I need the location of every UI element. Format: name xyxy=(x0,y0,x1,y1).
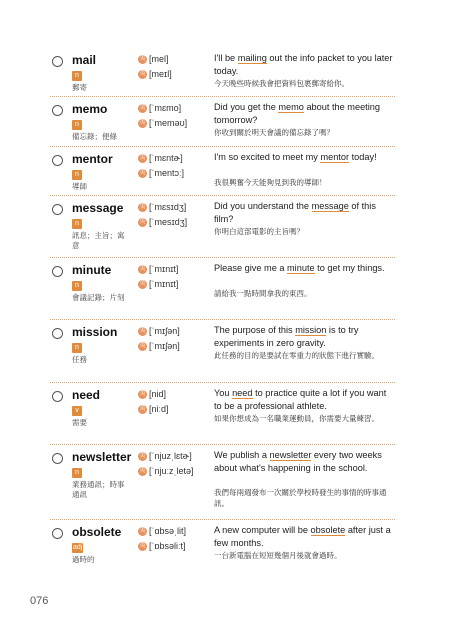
entry-newsletter xyxy=(50,445,395,520)
highlighted-word: mentor xyxy=(320,152,350,162)
us-flag-icon: 美 xyxy=(139,528,146,535)
us-flag-icon: 美 xyxy=(139,155,146,162)
uk-flag-icon: 英 xyxy=(139,543,146,550)
pronunciation-us xyxy=(138,103,181,114)
pronunciation-uk xyxy=(138,118,187,129)
sentence-text: We publish a xyxy=(214,450,270,460)
meaning: 會議記錄；片刻 xyxy=(72,293,125,302)
example-sentence xyxy=(214,151,396,164)
pronunciation-text: [ˈmɪʃən] xyxy=(149,326,180,336)
headword: mail xyxy=(72,53,97,67)
uk-flag-icon: 英 xyxy=(139,343,146,350)
entry-message xyxy=(50,196,395,258)
checkbox-circle[interactable] xyxy=(52,528,63,539)
pronunciation-text: [ˈɑbsəˌlit] xyxy=(149,526,187,536)
highlighted-word: newsletter xyxy=(269,450,312,460)
sentence-text: about the meeting tomorrow? xyxy=(214,102,380,125)
highlighted-word: message xyxy=(311,201,349,211)
pronunciation-uk xyxy=(138,279,178,290)
pronunciation-us xyxy=(138,326,180,337)
highlighted-word: mission xyxy=(295,325,327,335)
pronunciation-uk xyxy=(138,69,172,80)
pronunciation-text: [meɪl] xyxy=(149,69,172,79)
entry-obsolete xyxy=(50,520,395,578)
translation: 你明白這部電影的主旨嗎？ xyxy=(214,227,304,236)
pronunciation-us xyxy=(138,54,169,65)
checkbox-circle[interactable] xyxy=(52,391,63,402)
us-flag-icon: 美 xyxy=(139,328,146,335)
pronunciation-text: [ˈmɪnɪt] xyxy=(149,264,179,274)
example-sentence xyxy=(214,200,396,225)
pronunciation-text: [mel] xyxy=(149,54,169,64)
vocabulary-list xyxy=(50,48,395,578)
sentence-text: to practice quite a lot if you want to be a professional athlete. xyxy=(214,388,387,411)
entry-mission xyxy=(50,320,395,383)
translation: 你收到關於明天會議的備忘錄了嗎？ xyxy=(214,128,334,137)
us-flag-icon: 美 xyxy=(139,391,146,398)
part-of-speech-badge: n xyxy=(72,170,82,180)
sentence-text: Please give me a xyxy=(214,263,288,273)
checkbox-circle[interactable] xyxy=(52,328,63,339)
headword: need xyxy=(72,388,101,402)
checkbox-circle[interactable] xyxy=(52,266,63,277)
highlighted-word: memo xyxy=(278,102,304,112)
sentence-text: A new computer will be xyxy=(214,525,311,535)
meaning: 備忘錄；便條 xyxy=(72,132,117,141)
headword: mission xyxy=(72,325,118,339)
pronunciation-us xyxy=(138,264,178,275)
pronunciation-us xyxy=(138,202,186,213)
sentence-text: after just a few months. xyxy=(214,525,391,548)
pronunciation-uk xyxy=(138,466,194,477)
us-flag-icon: 美 xyxy=(139,105,146,112)
translation: 如果你想成為一名職業運動員，你需要大量練習。 xyxy=(214,414,379,423)
pronunciation-text: [ˈmɛsɪdʒ] xyxy=(149,202,187,212)
pronunciation-us xyxy=(138,389,166,400)
pronunciation-text: [ˈmɪnɪt] xyxy=(149,279,179,289)
meaning: 任務 xyxy=(72,355,87,364)
pronunciation-uk xyxy=(138,341,180,352)
pronunciation-text: [ˈɒbsəliːt] xyxy=(149,541,186,551)
example-sentence xyxy=(214,101,396,126)
pronunciation-text: [ˈnjuːzˌletə] xyxy=(149,466,194,476)
sentence-text: Did you get the xyxy=(214,102,279,112)
headword: memo xyxy=(72,102,108,116)
uk-flag-icon: 英 xyxy=(139,71,146,78)
headword: newsletter xyxy=(72,450,132,464)
entry-mentor xyxy=(50,147,395,196)
part-of-speech-badge: n xyxy=(72,219,82,229)
headword: obsolete xyxy=(72,525,122,539)
example-sentence xyxy=(214,324,396,349)
meaning: 業務通訊；時事通訊 xyxy=(72,480,125,499)
pronunciation-text: [ˈmeməʊ] xyxy=(149,118,188,128)
pronunciation-uk xyxy=(138,168,184,179)
sentence-text: The purpose of this xyxy=(214,325,296,335)
pronunciation-text: [ˈmɛmo] xyxy=(149,103,182,113)
uk-flag-icon: 英 xyxy=(139,406,146,413)
pronunciation-us xyxy=(138,153,183,164)
headword: minute xyxy=(72,263,112,277)
sentence-text: Did you understand the xyxy=(214,201,312,211)
example-sentence xyxy=(214,52,396,77)
example-sentence xyxy=(214,449,396,474)
part-of-speech-badge: n xyxy=(72,343,82,353)
sentence-text: I'll be xyxy=(214,53,238,63)
pronunciation-text: [ˈmɛntɚ] xyxy=(149,153,183,163)
pronunciation-text: [niːd] xyxy=(149,404,169,414)
us-flag-icon: 美 xyxy=(139,56,146,63)
translation: 請給我一點時間拿我的東西。 xyxy=(214,289,312,298)
entry-mail xyxy=(50,48,395,97)
pronunciation-us xyxy=(138,451,192,462)
checkbox-circle[interactable] xyxy=(52,56,63,67)
meaning: 需要 xyxy=(72,418,87,427)
highlighted-word: need xyxy=(232,388,253,398)
highlighted-word: minute xyxy=(287,263,315,273)
sentence-text: to get my things. xyxy=(314,263,385,273)
highlighted-word: obsolete xyxy=(310,525,346,535)
sentence-text: I'm so excited to meet my xyxy=(214,152,321,162)
checkbox-circle[interactable] xyxy=(52,453,63,464)
meaning: 訊息；主旨；寓意 xyxy=(72,231,125,250)
sentence-text: out the info packet to you later today. xyxy=(214,53,393,76)
pronunciation-text: [ˈmesɪdʒ] xyxy=(149,217,188,227)
pronunciation-uk xyxy=(138,217,187,228)
meaning: 郵寄 xyxy=(72,83,87,92)
pronunciation-us xyxy=(138,526,186,537)
page-number: 076 xyxy=(30,595,49,607)
meaning: 導師 xyxy=(72,182,87,191)
sentence-text: You xyxy=(214,388,233,398)
checkbox-circle[interactable] xyxy=(52,105,63,116)
part-of-speech-badge: v xyxy=(72,406,82,416)
us-flag-icon: 美 xyxy=(139,266,146,273)
entry-need xyxy=(50,383,395,445)
sentence-text: of this film? xyxy=(214,201,376,224)
checkbox-circle[interactable] xyxy=(52,155,63,166)
pronunciation-text: [ˈmentɔː] xyxy=(149,168,185,178)
entry-minute xyxy=(50,258,395,320)
pronunciation-text: [ˈnjuzˌlɛtɚ] xyxy=(149,451,192,461)
translation: 此任務的目的是要試在零重力的狀態下進行實驗。 xyxy=(214,351,379,360)
translation: 一台新電腦在短短幾個月後就會過時。 xyxy=(214,551,342,560)
headword: message xyxy=(72,201,124,215)
uk-flag-icon: 英 xyxy=(139,281,146,288)
us-flag-icon: 美 xyxy=(139,453,146,460)
part-of-speech-badge: n xyxy=(72,281,82,291)
example-sentence xyxy=(214,262,396,275)
pronunciation-text: [ˈmɪʃən] xyxy=(149,341,180,351)
headword: mentor xyxy=(72,152,113,166)
pronunciation-text: [nid] xyxy=(149,389,167,399)
sentence-text: today! xyxy=(349,152,377,162)
part-of-speech-badge: n xyxy=(72,71,82,81)
us-flag-icon: 美 xyxy=(139,204,146,211)
pronunciation-uk xyxy=(138,404,169,415)
part-of-speech-badge: adj xyxy=(73,544,83,551)
highlighted-word: mailing xyxy=(237,53,267,63)
uk-flag-icon: 英 xyxy=(139,170,146,177)
entry-memo xyxy=(50,97,395,147)
translation: 我很興奮今天能夠見到我的導師！ xyxy=(214,178,327,187)
uk-flag-icon: 英 xyxy=(139,120,146,127)
checkbox-circle[interactable] xyxy=(52,204,63,215)
translation: 今天晚些時候我會把資料包裹郵寄給你。 xyxy=(214,79,349,88)
sentence-text: is to try experiments in zero gravity. xyxy=(214,325,359,348)
part-of-speech-badge: n xyxy=(72,468,82,478)
sentence-text: every two weeks about what's happening in the school. xyxy=(214,450,382,473)
example-sentence xyxy=(214,524,396,549)
uk-flag-icon: 英 xyxy=(139,219,146,226)
part-of-speech-badge: n xyxy=(72,120,82,130)
pronunciation-uk xyxy=(138,541,186,552)
example-sentence xyxy=(214,387,396,412)
uk-flag-icon: 英 xyxy=(139,468,146,475)
meaning: 過時的 xyxy=(72,555,95,564)
translation: 我們每兩週發布一次關於學校時發生的事情的時事通訊。 xyxy=(214,488,387,508)
